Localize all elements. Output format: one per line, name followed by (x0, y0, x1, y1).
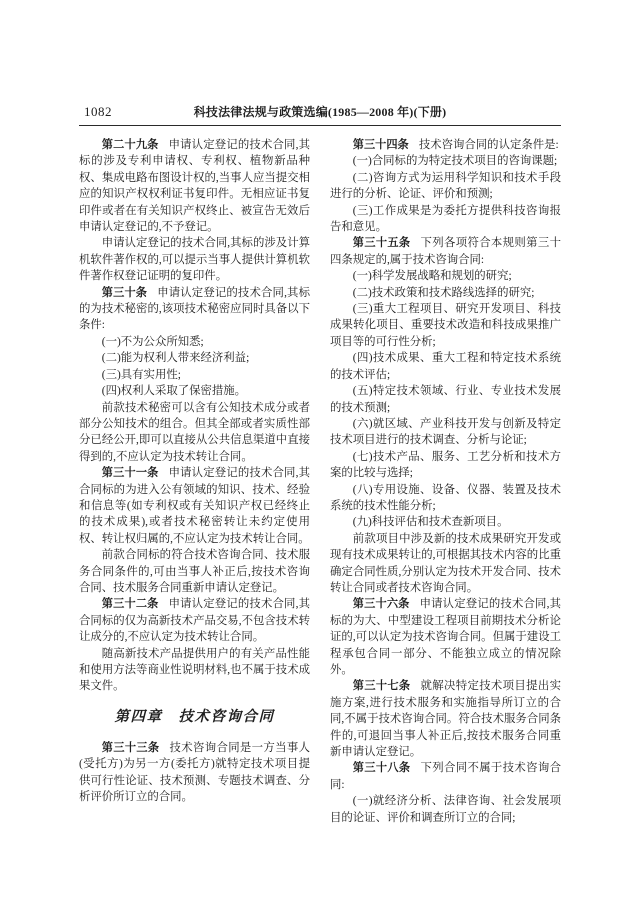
paragraph: (五)特定技术领域、行业、专业技术发展的技术预测; (330, 385, 561, 414)
article-number: 第三十一条 (101, 467, 159, 480)
left-column (79, 137, 310, 826)
paragraph: 第三十八条 下列合同不属于技术咨询合同: (330, 762, 561, 791)
paragraph: (四)权利人采取了保密措施。 (101, 385, 247, 398)
article-number: 第三十条 (101, 286, 148, 299)
page-number: 1082 (84, 104, 112, 119)
paragraph: 前款技术秘密可以含有公知技术成分或者部分公知技术的组合。但其全部或者实质性部分已经公开,即可以直接从公共信息渠道中直接得到的,不应认定为技术转让合同。 (79, 401, 310, 463)
article-number: 第三十六条 (352, 598, 410, 611)
paragraph: (六)就区域、产业科技开发与创新及特定技术项目进行的技术调查、分析与论证; (330, 417, 561, 447)
paragraph: (一)不为公众所知悉; (101, 335, 204, 348)
paragraph: (一)就经济分析、法律咨询、社会发展项目的论证、评价和调查所订立的合同; (330, 795, 561, 824)
paragraph: 第三十五条 下列各项符合本规则第三十四条规定的,属于技术咨询合同: (330, 237, 561, 266)
paragraph: 第三十条 申请认定登记的技术合同,其标的为技术秘密的,该项技术秘密应同时具备以下条件: (79, 286, 310, 332)
paragraph: 第三十一条 申请认定登记的技术合同,其合同标的为进入公有领域的知识、技术、经验和信息等(如专利权或有关知识产权已经终止的技术成果),或者技术秘密转让未约定使用权、转让权归属的,不应认定为技术转让合同。 (79, 467, 310, 545)
article-number: 第三十八条 (352, 762, 411, 775)
article-number: 第三十二条 (101, 598, 159, 611)
paragraph: 第三十四条 技术咨询合同的认定条件是: (352, 139, 559, 151)
article-number: 第三十五条 (352, 237, 411, 250)
paragraph: 前款项目中涉及新的技术成果研究开发或现有技术成果转让的,可根据其技术内容的比重确定合同性质,分别认定为技术开发合同、技术转让合同或者技术咨询合同。 (330, 532, 561, 594)
paragraph: (三)工作成果是为委托方提供科技咨询报告和意见。 (330, 204, 561, 234)
book-title: 科技法律法规与政策选编(1985—2008 年)(下册) (193, 105, 447, 119)
paragraph: 随高新技术产品提供用户的有关产品性能和使用方法等商业性说明材料,也不属于技术成果文件。 (79, 647, 310, 693)
page-header (79, 103, 561, 121)
header-rule (79, 125, 561, 126)
paragraph: 第二十九条 申请认定登记的技术合同,其标的涉及专利申请权、专利权、植物新品种权、集成电路布图设计权的,当事人应当提交相应的知识产权权利证书复印件。无相应证书复印件或者在有关知识产权终止、被宣告无效后申请认定登记的,不予登记。 (79, 139, 310, 234)
paragraph: (四)技术成果、重大工程和特定技术系统的技术评估; (330, 352, 561, 381)
paragraph: 第三十六条 申请认定登记的技术合同,其标的为大、中型建设工程项目前期技术分析论证的,可以认定为技术咨询合同。但属于建设工程承包合同一部分、不能独立成立的情况除外。 (330, 598, 561, 676)
article-number: 第二十九条 (101, 139, 159, 151)
paragraph: (三)重大工程项目、研究开发项目、科技成果转化项目、重要技术改造和科技成果推广项目等的可行性分析; (330, 303, 561, 348)
article-number: 第三十四条 (352, 139, 409, 151)
paragraph: 第三十三条 技术咨询合同是一方当事人(受托方)为另一方(委托方)就特定技术项目提供可行性论证、技术预测、专题技术调查、分析评价所订立的合同。 (79, 741, 310, 804)
paragraph: 申请认定登记的技术合同,其标的涉及计算机软件著作权的,可以提示当事人提供计算机软件著作权登记证明的复印件。 (79, 237, 310, 283)
paragraph: (一)科学发展战略和规划的研究; (352, 270, 512, 283)
paragraph: 第三十七条 就解决特定技术项目提出实施方案,进行技术服务和实施指导所订立的合同,不属于技术咨询合同。符合技术服务合同条件的,可退回当事人补正后,按技术服务合同重新申请认定登记。 (330, 680, 561, 759)
paragraph: 第三十二条 申请认定登记的技术合同,其合同标的仅为高新技术产品交易,不包含技术转让成分的,不应认定为技术转让合同。 (79, 598, 310, 644)
paragraph: (三)具有实用性; (101, 368, 181, 381)
paragraph: (八)专用设施、设备、仪器、装置及技术系统的技术性能分析; (330, 483, 561, 512)
right-column (330, 137, 561, 826)
article-number: 第三十七条 (352, 680, 411, 693)
paragraph: 前款合同标的符合技术咨询合同、技术服务合同条件的,可由当事人补正后,按技术咨询合同、技术服务合同重新申请认定登记。 (79, 549, 310, 594)
paragraph: (九)科技评估和技术查新项目。 (352, 516, 509, 529)
chapter-heading: 第四章 技术咨询合同 (114, 708, 275, 725)
paragraph: (二)咨询方式为运用科学知识和技术手段进行的分析、论证、评价和预测; (330, 171, 561, 201)
article-number: 第三十三条 (101, 741, 160, 754)
paragraph: (二)能为权利人带来经济利益; (101, 352, 250, 365)
paragraph: (七)技术产品、服务、工艺分析和技术方案的比较与选择; (330, 450, 561, 480)
paragraph: (二)技术政策和技术路线选择的研究; (352, 286, 535, 299)
paragraph: (一)合同标的为特定技术项目的咨询课题; (352, 155, 558, 168)
page-body (79, 137, 561, 826)
